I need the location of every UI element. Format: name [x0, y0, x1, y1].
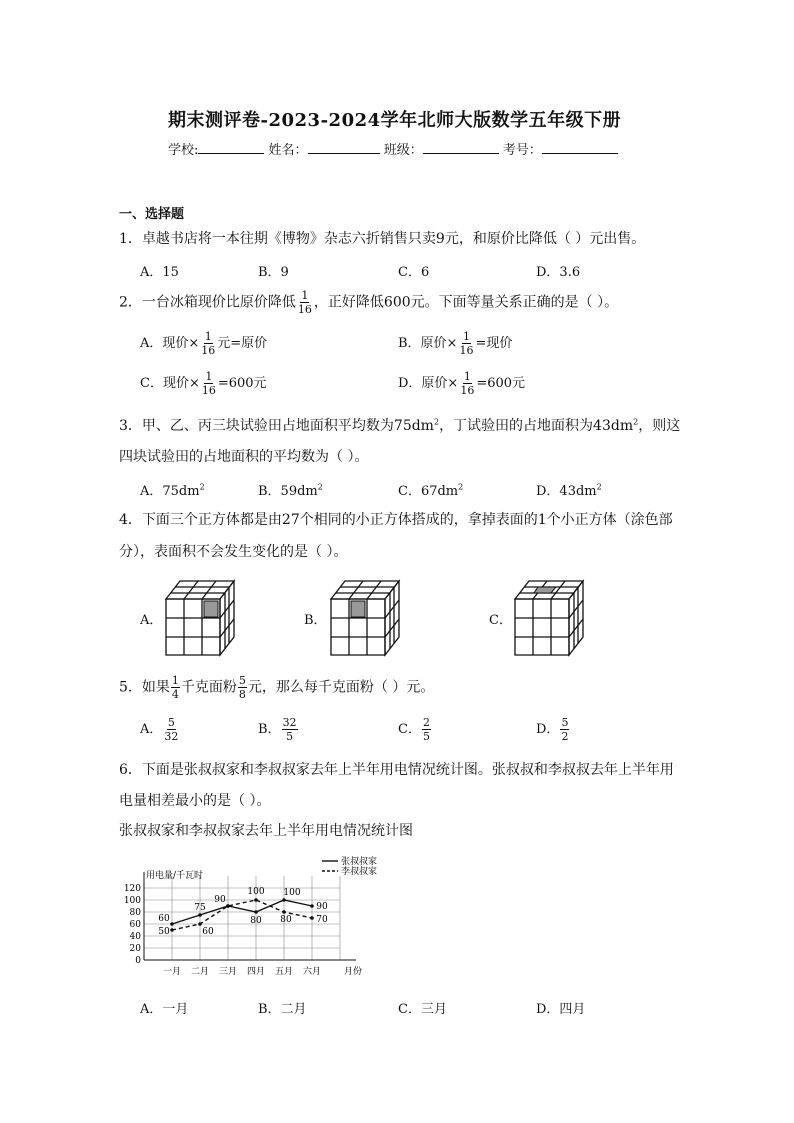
section-heading: 一、选择题 [119, 207, 185, 222]
class-field[interactable] [423, 139, 499, 154]
data-label: 75 [194, 903, 206, 913]
q5-option-d[interactable]: D． $\frac{5}{2}$ [536, 716, 569, 743]
q2-option-a[interactable]: A．现价× $\frac{1}{16}$ 元=原价 [140, 330, 268, 357]
x-tick-label: 一月 [162, 967, 182, 977]
x-tick-label: 五月 [274, 967, 294, 977]
q6-option-a[interactable]: A．一月 [140, 1002, 189, 1017]
data-label: 90 [316, 902, 328, 912]
data-label: 50 [158, 927, 170, 937]
y-tick-label: 40 [129, 932, 141, 942]
data-point [282, 898, 286, 902]
legend-label: 张叔叔家 [341, 857, 378, 867]
q3-option-c[interactable]: C．$67dm^2$ [398, 482, 464, 499]
data-point [198, 913, 202, 917]
data-label: 100 [283, 888, 301, 898]
student-info-row [168, 139, 618, 158]
data-point [170, 928, 174, 932]
q1-option-a[interactable]: A．15 [140, 265, 179, 280]
y-tick-label: 120 [123, 884, 141, 894]
q5-option-a[interactable]: A． $\frac{5}{32}$ [140, 716, 179, 743]
q4-option-c-label[interactable]: C． [489, 613, 512, 628]
data-label: 80 [250, 916, 262, 926]
legend-label: 李叔叔家 [341, 867, 378, 877]
q6-option-c[interactable]: C．三月 [398, 1002, 447, 1017]
x-tick-label: 二月 [190, 967, 210, 977]
data-point [198, 922, 202, 926]
data-label: 80 [280, 915, 292, 925]
question-4-line-1: 4．下面三个正方体都是由27个相同的小正方体搭成的，拿掉表面的1个小正方体（涂色部 [119, 512, 673, 528]
x-tick-label: 四月 [246, 967, 266, 977]
cube-b-figure[interactable] [325, 575, 415, 661]
cube-c-figure[interactable] [509, 575, 599, 661]
fraction: $\frac{1}{16}$ [297, 289, 312, 316]
x-tick-label: 六月 [302, 967, 322, 977]
q2-option-d[interactable]: D．原价× $\frac{1}{16}$ =600元 [398, 370, 526, 397]
data-label: 100 [247, 887, 265, 897]
q4-option-b-label[interactable]: B． [304, 613, 327, 628]
q1-option-b[interactable]: B．9 [258, 265, 289, 280]
school-field[interactable] [198, 139, 264, 154]
q3-option-b[interactable]: B．$59dm^2$ [258, 482, 323, 499]
question-1-text: 1．卓越书店将一本往期《博物》杂志六折销售只卖9元，和原价比降低（ ）元出售。 [119, 231, 646, 247]
q1-option-c[interactable]: C．6 [398, 265, 430, 280]
data-point [170, 922, 174, 926]
number-field[interactable] [542, 139, 618, 154]
question-4-line-2: 分），表面积不会发生变化的是（ ）。 [119, 544, 348, 560]
question-5-text: 5．如果 $\frac{1}{4}$ 千克面粉 $\frac{5}{8}$ 元，那么每千克面粉（ ）元。 [119, 674, 435, 701]
name-label: 姓名： [268, 143, 308, 158]
page-title: 期末测评卷-2023-2024学年北师大版数学五年级下册 [168, 110, 622, 131]
number-label: 考号： [502, 143, 542, 158]
name-field[interactable] [308, 139, 380, 154]
data-point [282, 910, 286, 914]
data-label: 90 [214, 895, 226, 905]
question-3-line-2: 四块试验田的占地面积的平均数为（ ）。 [119, 449, 369, 465]
data-label: 60 [158, 914, 170, 924]
school-label: 学校: [168, 143, 199, 158]
q3-option-d[interactable]: D．$43dm^2$ [536, 482, 602, 499]
chart-caption: 张叔叔家和李叔叔家去年上半年用电情况统计图 [119, 823, 413, 839]
question-2-text: 2．一台冰箱现价比原价降低 $\frac{1}{16}$ ，正好降低600元。下面等量关系正确的是（ ）。 [119, 289, 619, 316]
q6-option-b[interactable]: B．二月 [258, 1002, 307, 1017]
question-6-line-2: 电量相差最小的是（ ）。 [119, 793, 271, 809]
data-point [254, 898, 258, 902]
x-tick-label: 三月 [218, 967, 238, 977]
q3-option-a[interactable]: A．$75dm^2$ [140, 482, 205, 499]
data-label: 70 [316, 915, 328, 925]
question-6-line-1: 6．下面是张叔叔家和李叔叔家去年上半年用电情况统计图。张叔叔和李叔叔去年上半年用 [119, 762, 674, 778]
x-axis-label: 月份 [344, 967, 363, 977]
q2-option-b[interactable]: B．原价× $\frac{1}{16}$ =现价 [398, 330, 513, 357]
data-point [310, 904, 314, 908]
y-tick-label: 0 [135, 956, 141, 966]
q5-option-c[interactable]: C． $\frac{2}{5}$ [398, 716, 430, 743]
q4-option-a-label[interactable]: A． [140, 613, 163, 628]
y-tick-label: 100 [123, 896, 141, 906]
question-3-line-1: 3．甲、乙、丙三块试验田占地面积平均数为$75dm^2$，丁试验田的占地面积为$43dm^2$，则这 [119, 417, 681, 434]
q6-option-d[interactable]: D．四月 [536, 1002, 586, 1017]
line-chart [118, 852, 388, 977]
data-point [254, 910, 258, 914]
y-tick-label: 60 [129, 920, 141, 930]
y-tick-label: 80 [129, 908, 141, 918]
data-label: 60 [202, 927, 214, 937]
q2-option-c[interactable]: C．现价× $\frac{1}{16}$ =600元 [140, 370, 267, 397]
data-point [226, 904, 230, 908]
y-tick-label: 20 [129, 944, 141, 954]
data-point [310, 916, 314, 920]
y-axis-label: 用电量/千瓦时 [146, 871, 204, 881]
q5-option-b[interactable]: B． $\frac{32}{5}$ [258, 716, 297, 743]
q1-option-d[interactable]: D．3.6 [536, 265, 581, 280]
class-label: 班级： [383, 143, 423, 158]
cube-a-figure[interactable] [160, 575, 250, 661]
